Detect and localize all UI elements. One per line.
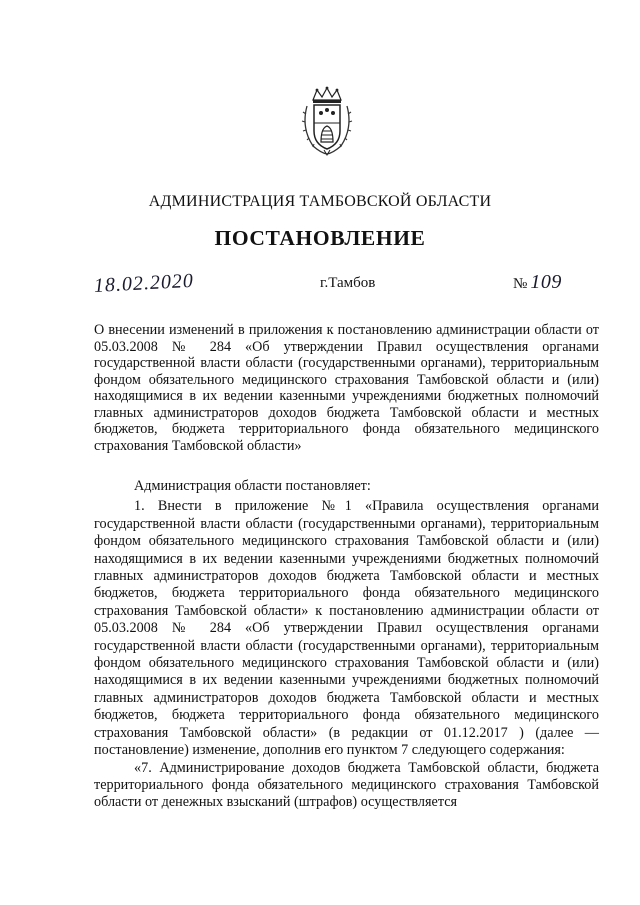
document-city: г.Тамбов [320, 275, 376, 291]
document-body [94, 478, 599, 812]
coat-of-arms-icon [301, 86, 353, 156]
document-date: 18.02.2020 [93, 269, 195, 297]
document-subject: О внесении изменений в приложения к постановлению администрации области от 05.03.2008 № 284 «Об утверждении Правил осуществления органами государственной власти области (государственными органами), территориальным фондом обязательного медицинского страхования Тамбовской области и (или) находящимися в их ведении казенными учреждениями бюджетных полномочий главных администраторов доходов бюджета Тамбовской области и местных бюджетов, бюджета территориального фонда обязательного медицинского страхования Тамбовской области» [94, 322, 599, 454]
organization-name: АДМИНИСТРАЦИЯ ТАМБОВСКОЙ ОБЛАСТИ [148, 193, 492, 210]
number-sign: № [513, 276, 528, 292]
resolution-lead: Администрация области постановляет: [134, 478, 371, 494]
paragraph-1: 1. Внести в приложение №1 «Правила осуществления органами государственной власти области (государственными органами), территориальным фондом обязательного медицинского страхования Тамбовской области и (или) находящимися в их ведении казенными учреждениями бюджетных полномочий главных администраторов доходов бюджета Тамбовской области и местных бюджетов, бюджета территориального фонда обязательного медицинского страхования Тамбовской области» к постановлению администрации области от 05.03.2008 № 284 «Об утверждении Правил осуществления органами государственной власти области (государственными органами), территориальным фондом обязательного медицинского страхования Тамбовской области и (или) находящимися в их ведении казенными учреждениями бюджетных полномочий главных администраторов доходов бюджета Тамбовской области и местных бюджетов, бюджета территориального фонда обязательного медицинского страхования Тамбовской области» (в редакции от 01.12.2017 ) (далее — постановление) изменение, дополнив его пунктом 7 следующего содержания: [94, 498, 599, 759]
document-number [513, 271, 562, 294]
number-value: 109 [530, 271, 562, 293]
document-title: ПОСТАНОВЛЕНИЕ [214, 226, 426, 250]
paragraph-2: «7. Администрирование доходов бюджета Тамбовской области, бюджета территориального фонда обязательного медицинского страхования Тамбовской области от денежных взысканий (штрафов) осуществляется [94, 759, 599, 811]
